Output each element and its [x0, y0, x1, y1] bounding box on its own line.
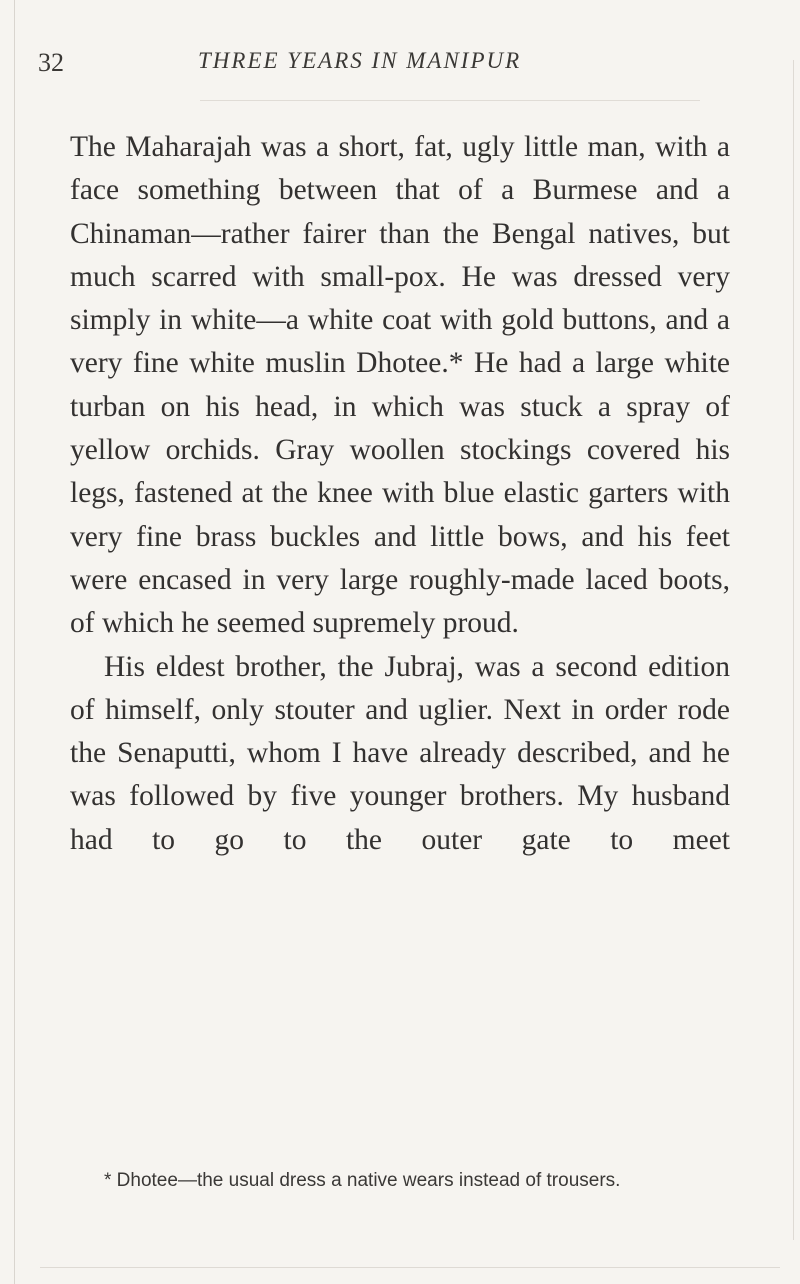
page-number: 32 — [38, 48, 64, 77]
paragraph-2: His eldest brother, the Jubraj, was a second edition of himself, only stouter and uglier. Next in order rode the Senaputti, whom I have already described, and he was followed by five younger brothers. My husband had to go to the outer gate to meet — [70, 650, 730, 856]
page-edge-bottom — [40, 1267, 780, 1268]
paragraph-1: The Maharajah was a short, fat, ugly little man, with a face something between that of a Burmese and a Chinaman—rather fairer than the Bengal natives, but much scarred with small-pox. He was dressed very simply in white—a white coat with gold buttons, and a very fine white muslin Dhotee.* He had a large white turban on his head, in which was stuck a spray of yellow orchids. Gray woollen stockings covered his legs, fastened at the knee with blue elastic garters with very fine brass buckles and little bows, and his feet were encased in very large roughly-made laced boots, of which he seemed supremely proud. — [70, 131, 730, 640]
footnote-text: * Dhotee—the usual dress a native wears instead of trousers. — [104, 1170, 621, 1191]
footnote — [70, 1164, 730, 1198]
page-edge-right — [793, 60, 794, 1240]
body-text — [70, 126, 730, 862]
header-rule — [200, 100, 700, 101]
running-head: THREE YEARS IN MANIPUR — [198, 48, 522, 73]
page-header — [38, 48, 738, 84]
page-edge-left — [14, 0, 15, 1284]
